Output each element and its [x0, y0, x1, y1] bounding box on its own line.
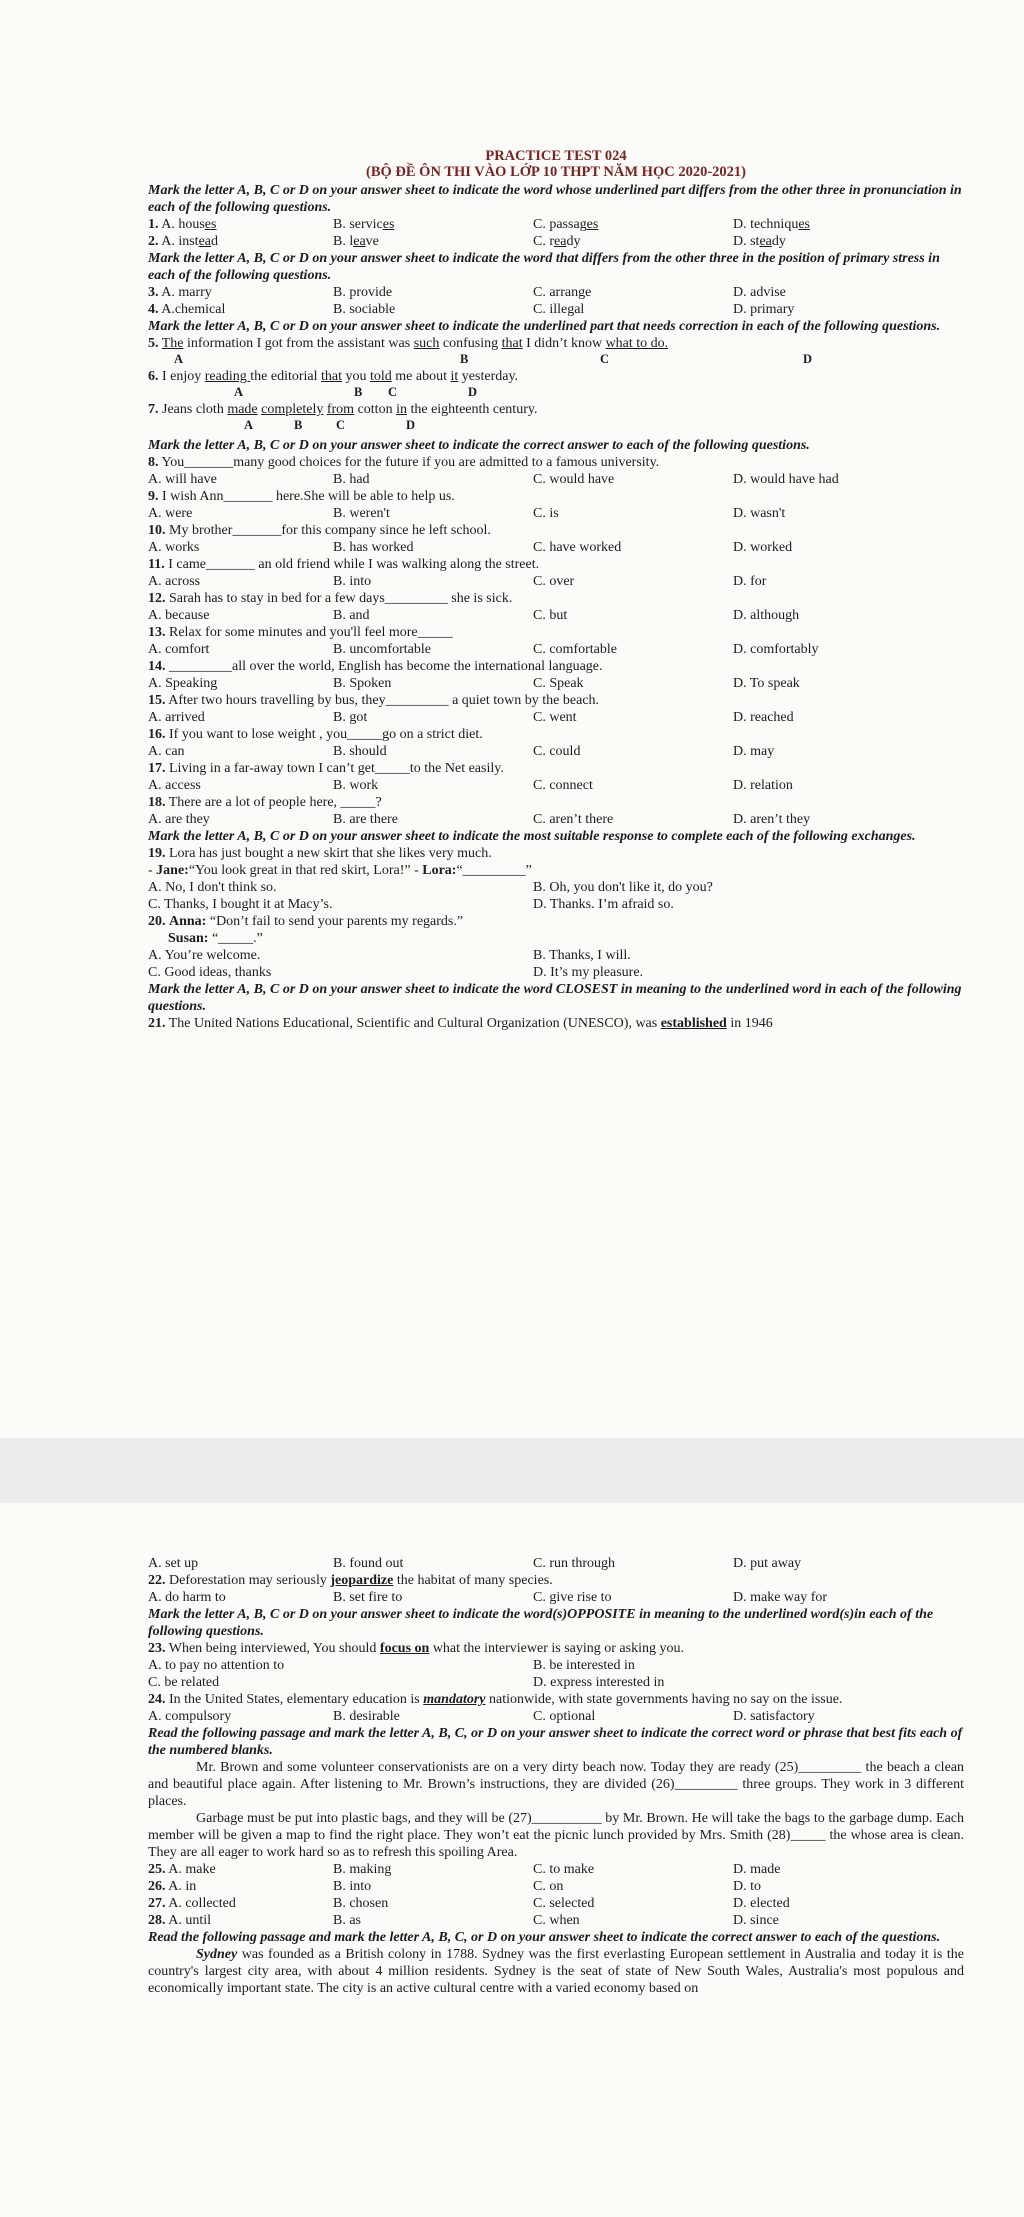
option-c: C. aren’t there [533, 812, 614, 827]
section-3-instruction: Mark the letter A, B, C or D on your answer sheet to indicate the underlined part that needs correction in each of the following questions. [148, 319, 941, 334]
question-stem: 11. I came_______ an old friend while I was walking along the street. [148, 557, 540, 572]
option-c: C. could [533, 744, 581, 759]
option-c: C. over [533, 574, 575, 589]
option-c: C. have worked [533, 540, 622, 555]
option-d: D. would have had [733, 472, 839, 487]
cloze-question-options: 28. A. until B. as C. when D. since [148, 1913, 779, 1928]
page-sheet-1: PRACTICE TEST 024 (BỘ ĐỀ ÔN THI VÀO LỚP 10 THPT NĂM HỌC 2020-2021) Mark the letter A, B, C or D on your answer sheet to indicate the word whose underlined part differs from the other three in pronunciation in each of the following questions. 1. A. houses B. services C. passages D. techniques 2. A. instead B. leave C. ready D. steady Mark the letter A, B, C or D on your answer sheet to indicate the word that differs from the other three in the position of primary stress in each of the following questions. 3. A. marry B. provide C. arrange D. advise 4. A.chemical B. sociable C. illegal D. primary Mark the letter A, B, C or D on your answer sheet to indicate the underlined part that needs correction in each of the following questions. 5. The information I got from the assistant was such confusing that I didn’t know what to do. A B C D 6. I enjoy reading the editorial that you told me about it yesterday. A B C D 7. Jeans cloth made completely from cotton in the eighteenth century. A B C D Mark the letter A, B, C or D on your answer sheet to indicate the correct answer to each of the following questions. 8. You_______many good choices for the future if you are admitted to a famous university. A. will have B. had C. would have D. would have had 9. I wish Ann_______ here.She will be able to help us. A. were B. weren't C. is D. wasn't 10. My brother_______for this company since he left school. A. works B. has worked C. have worked D. worked 11. I came_______ an old friend while I was walking along the street. A. across B. into C. over D. for 12. Sarah has to stay in bed for a few days_________ she is sick. A. because B. and C. but D. although 13. Relax for some minutes and you'll feel more_____ A. comfort B. uncomfortable C. comfortable D. comfortably 14. _________all over the world, English has become the international language. A. Speaking B. Spoken C. Speak D. To speak 15. After two hours travelling by bus, they_________ a quiet town by the beach. A. arrived B. got C. went D. reached 16. If you want to lose weight , you_____go on a strict diet. A. can B. should C. could D. may 17. Living in a far-away town I can’t get_____to the Net easily. A. access B. work C. connect D. relation 18. There are a lot of people here, _____? A. are they B. are there C. aren’t there D. aren’t they Mark the letter A, B, C or D on your answer sheet to indicate the most suitable response to complete each of the following exchanges. 19. Lora has just bought a new skirt that she likes very much. - Jane:“You look great in that red skirt, Lora!” - Lora:“_________” A. No, I don't think so. B. Oh, you don't like it, do you? C. Thanks, I bought it at Macy’s. D. Thanks. I’m afraid so. 20. Anna: “Don’t fail to send your parents my regards.” Susan: “_____.” A. You’re welcome. B. Thanks, I will. C. Good ideas, thanks D. It’s my pleasure. Mark the letter A, B, C or D on your answer sheet to indicate the word CLOSEST in meaning to the underlined word in each of the following questions. 21. The United Nations Educational, Scientific and Cultural Organization (UNESCO), was established in 1946 [0, 0, 1024, 1438]
question-7-letters: A B C D [244, 418, 416, 432]
option-c: C. to make [533, 1862, 595, 1877]
option-a: A. works [148, 540, 200, 555]
question-options [148, 641, 964, 658]
option-d: D. for [733, 574, 767, 589]
option-d: D. wasn't [733, 506, 786, 521]
option-b: B. uncomfortable [333, 642, 431, 657]
option-d: D. elected [733, 1896, 790, 1911]
option-c: C. went [533, 710, 577, 725]
test-subtitle: (BỘ ĐỀ ÔN THI VÀO LỚP 10 THPT NĂM HỌC 2020-2021) [366, 164, 746, 180]
option-b: B. into [333, 574, 372, 589]
question-20: 20. Anna: “Don’t fail to send your parents my regards.” [148, 914, 464, 929]
question-21: 21. The United Nations Educational, Scientific and Cultural Organization (UNESCO), was established in 1946 [148, 1016, 773, 1031]
option-b: B. Spoken [333, 676, 392, 691]
question-options [148, 573, 964, 590]
question-22: 22. Deforestation may seriously jeopardize the habitat of many species. [148, 1573, 553, 1588]
question-stem: 13. Relax for some minutes and you'll feel more_____ [148, 625, 453, 640]
option-d: D. comfortably [733, 642, 819, 657]
passage-paragraph-2: Garbage must be put into plastic bags, and they will be (27)__________ by Mr. Brown. He will take the bags to the garbage dump. Each member will be given a map to find the right place. They won’t eat the picnic lunch provided by Mrs. Smith (28)_____ the whose area is clean. They are all eager to work hard so as to refresh this spoiling Area. [148, 1811, 964, 1860]
question-5: 5. The information I got from the assistant was such confusing that I didn’t know what to do. [148, 336, 669, 351]
question-stem: 17. Living in a far-away town I can’t get_____to the Net easily. [148, 761, 504, 776]
question-1: 1. A. houses B. services C. passages D. techniques [148, 217, 810, 232]
question-19-dialogue: - Jane:“You look great in that red skirt, Lora!” - Lora:“_________” [148, 863, 532, 878]
option-c: C. connect [533, 778, 593, 793]
option-a: A. are they [148, 812, 210, 827]
question-options [148, 777, 964, 794]
option-d: D. to [733, 1879, 761, 1894]
question-5-letters: A B C D [174, 352, 813, 366]
question-options [148, 709, 964, 726]
option-c: C. would have [533, 472, 615, 487]
question-stem: 12. Sarah has to stay in bed for a few days_________ she is sick. [148, 591, 513, 606]
option-a: A. Speaking [148, 676, 218, 691]
question-stem: 14. _________all over the world, English has become the international language. [148, 659, 603, 674]
option-b: B. as [333, 1913, 361, 1928]
option-d: D. made [733, 1862, 781, 1877]
question-options [148, 607, 964, 624]
question-options [148, 471, 964, 488]
option-d: D. worked [733, 540, 793, 555]
option-b: B. weren't [333, 506, 390, 521]
question-stem: 15. After two hours travelling by bus, they_________ a quiet town by the beach. [148, 693, 600, 708]
option-a: A. were [148, 506, 193, 521]
section-1-instruction: Mark the letter A, B, C or D on your answer sheet to indicate the word whose underlined part differs from the other three in pronunciation in each of the following questions. [148, 183, 962, 215]
question-stem: 16. If you want to lose weight , you_____go on a strict diet. [148, 727, 483, 742]
option-a: A. because [148, 608, 210, 623]
cloze-question-options: 25. A. make B. making C. to make D. made [148, 1862, 781, 1877]
option-c: C. selected [533, 1896, 595, 1911]
question-23: 23. When being interviewed, You should focus on what the interviewer is saying or asking you. [148, 1641, 684, 1656]
question-stem: 10. My brother_______for this company since he left school. [148, 523, 491, 538]
option-b: B. got [333, 710, 368, 725]
option-a: A. can [148, 744, 185, 759]
option-d: D. To speak [733, 676, 800, 691]
question-19: 19. Lora has just bought a new skirt that she likes very much. [148, 846, 492, 861]
option-a: A. comfort [148, 642, 210, 657]
option-b: B. should [333, 744, 387, 759]
page-gap [0, 1438, 1024, 1503]
question-7: 7. Jeans cloth made completely from cotton in the eighteenth century. [148, 402, 538, 417]
section-6-instruction: Mark the letter A, B, C or D on your answer sheet to indicate the word CLOSEST in meaning to the underlined word in each of the following questions. [148, 982, 962, 1014]
option-b: B. chosen [333, 1896, 389, 1911]
option-a: A. arrived [148, 710, 205, 725]
question-3: 3. A. marry B. provide C. arrange D. advise [148, 285, 786, 300]
question-6: 6. I enjoy reading the editorial that you told me about it yesterday. [148, 369, 519, 384]
question-2: 2. A. instead B. leave C. ready D. steady [148, 234, 786, 249]
option-d: D. may [733, 744, 775, 759]
cloze-options-list [148, 1861, 964, 1929]
option-d: D. reached [733, 710, 794, 725]
multiple-choice-list [148, 454, 964, 828]
option-a: A. will have [148, 472, 217, 487]
section-4-instruction: Mark the letter A, B, C or D on your answer sheet to indicate the correct answer to each of the following questions. [148, 438, 810, 453]
option-d: D. relation [733, 778, 793, 793]
section-7-instruction: Mark the letter A, B, C or D on your answer sheet to indicate the word(s)OPPOSITE in meaning to the underlined word(s)in each of the following questions. [148, 1607, 934, 1639]
option-b: B. has worked [333, 540, 414, 555]
option-b: B. and [333, 608, 370, 623]
section-2-instruction: Mark the letter A, B, C or D on your answer sheet to indicate the word that differs from the other three in the position of primary stress in each of the following questions. [148, 251, 940, 283]
question-4: 4. A.chemical B. sociable C. illegal D. primary [148, 302, 795, 317]
option-c: C. but [533, 608, 568, 623]
question-21-options: A. set up B. found out C. run through D. put away [148, 1556, 802, 1571]
question-options [148, 811, 964, 828]
passage-paragraph-1: Mr. Brown and some volunteer conservationists are on a very dirty beach now. Today they are ready (25)_________ the beach a clean and beautiful place again. After listening to Mr. Brown’s instructions, they are divided (26)_________ three groups. They work in 3 different places. [148, 1760, 964, 1809]
section-8-instruction: Read the following passage and mark the letter A, B, C, or D on your answer sheet to indicate the correct word or phrase that best fits each of the numbered blanks. [148, 1726, 963, 1758]
section-5-instruction: Mark the letter A, B, C or D on your answer sheet to indicate the most suitable response to complete each of the following exchanges. [148, 829, 916, 844]
cloze-question-options: 27. A. collected B. chosen C. selected D. elected [148, 1896, 790, 1911]
option-c: C. is [533, 506, 559, 521]
page-sheet-2: A. set up B. found out C. run through D. put away 22. Deforestation may seriously jeopardize the habitat of many species. A. do harm to B. set fire to C. give rise to D. make way for Mark the letter A, B, C or D on your answer sheet to indicate the word(s)OPPOSITE in meaning to the underlined word(s)in each of the following questions. 23. When being interviewed, You should focus on what the interviewer is saying or asking you. A. to pay no attention to B. be interested in C. be related D. express interested in 24. In the United States, elementary education is mandatory nationwide, with state governments having no say on the issue. A. compulsory B. desirable C. optional D. satisfactory Read the following passage and mark the letter A, B, C, or D on your answer sheet to indicate the correct word or phrase that best fits each of the numbered blanks. Mr. Brown and some volunteer conservationists are on a very dirty beach now. Today they are ready (25)_________ the beach a clean and beautiful place again. After listening to Mr. Brown’s instructions, they are divided (26)_________ three groups. They work in 3 different places. Garbage must be put into plastic bags, and they will be (27)__________ by Mr. Brown. He will take the bags to the garbage dump. Each member will be given a map to find the right place. They won’t eat the picnic lunch provided by Mrs. Smith (28)_____ the whose area is clean. They are all eager to work hard so as to refresh this spoiling Area. 25. A. make B. making C. to make D. made 26. A. in B. into C. on D. to 27. A. collected B. chosen C. selected D. elected 28. A. until B. as C. when D. since Read the following passage and mark the letter A, B, C, or D on your answer sheet to indicate the correct answer to each of the questions. Sydney was founded as a British colony in 1788. Sydney was the first everlasting European settlement in Australia and today it is the country's largest city area, with about 4 million residents. Sydney is the seat of state of New South Wales, Australia's most populous and economically important state. The city is an active cultural centre with a varied economy based on [0, 1503, 1024, 2217]
question-options [148, 505, 964, 522]
question-stem: 9. I wish Ann_______ here.She will be able to help us. [148, 489, 455, 504]
question-number: 1. [148, 217, 159, 232]
option-d: D. aren’t they [733, 812, 811, 827]
option-a: A. access [148, 778, 201, 793]
option-b: B. had [333, 472, 370, 487]
option-b: B. work [333, 778, 379, 793]
option-b: B. are there [333, 812, 398, 827]
test-title: PRACTICE TEST 024 [485, 148, 627, 164]
option-d: D. although [733, 608, 800, 623]
option-c: C. on [533, 1879, 564, 1894]
passage-sydney: Sydney was founded as a British colony in 1788. Sydney was the first everlasting European settlement in Australia and today it is the country's largest city area, with about 4 million residents. Sydney is the seat of state of New South Wales, Australia's most populous and economically important state. The city is an active cultural centre with a varied economy based on [148, 1947, 964, 1996]
question-options [148, 539, 964, 556]
question-stem: 18. There are a lot of people here, _____? [148, 795, 382, 810]
option-c: C. comfortable [533, 642, 617, 657]
question-6-letters: A B C D [234, 385, 478, 399]
section-9-instruction: Read the following passage and mark the letter A, B, C, or D on your answer sheet to indicate the correct answer to each of the questions. [148, 1930, 941, 1945]
question-options [148, 675, 964, 692]
option-c: C. when [533, 1913, 580, 1928]
cloze-question-options: 26. A. in B. into C. on D. to [148, 1879, 761, 1894]
option-a: A. across [148, 574, 201, 589]
option-c: C. Speak [533, 676, 584, 691]
option-b: B. into [333, 1879, 372, 1894]
question-options [148, 743, 964, 760]
option-d: D. since [733, 1913, 779, 1928]
option-b: B. making [333, 1862, 392, 1877]
question-24: 24. In the United States, elementary education is mandatory nationwide, with state governments having no say on the issue. [148, 1692, 843, 1707]
question-stem: 8. You_______many good choices for the future if you are admitted to a famous university. [148, 455, 660, 470]
